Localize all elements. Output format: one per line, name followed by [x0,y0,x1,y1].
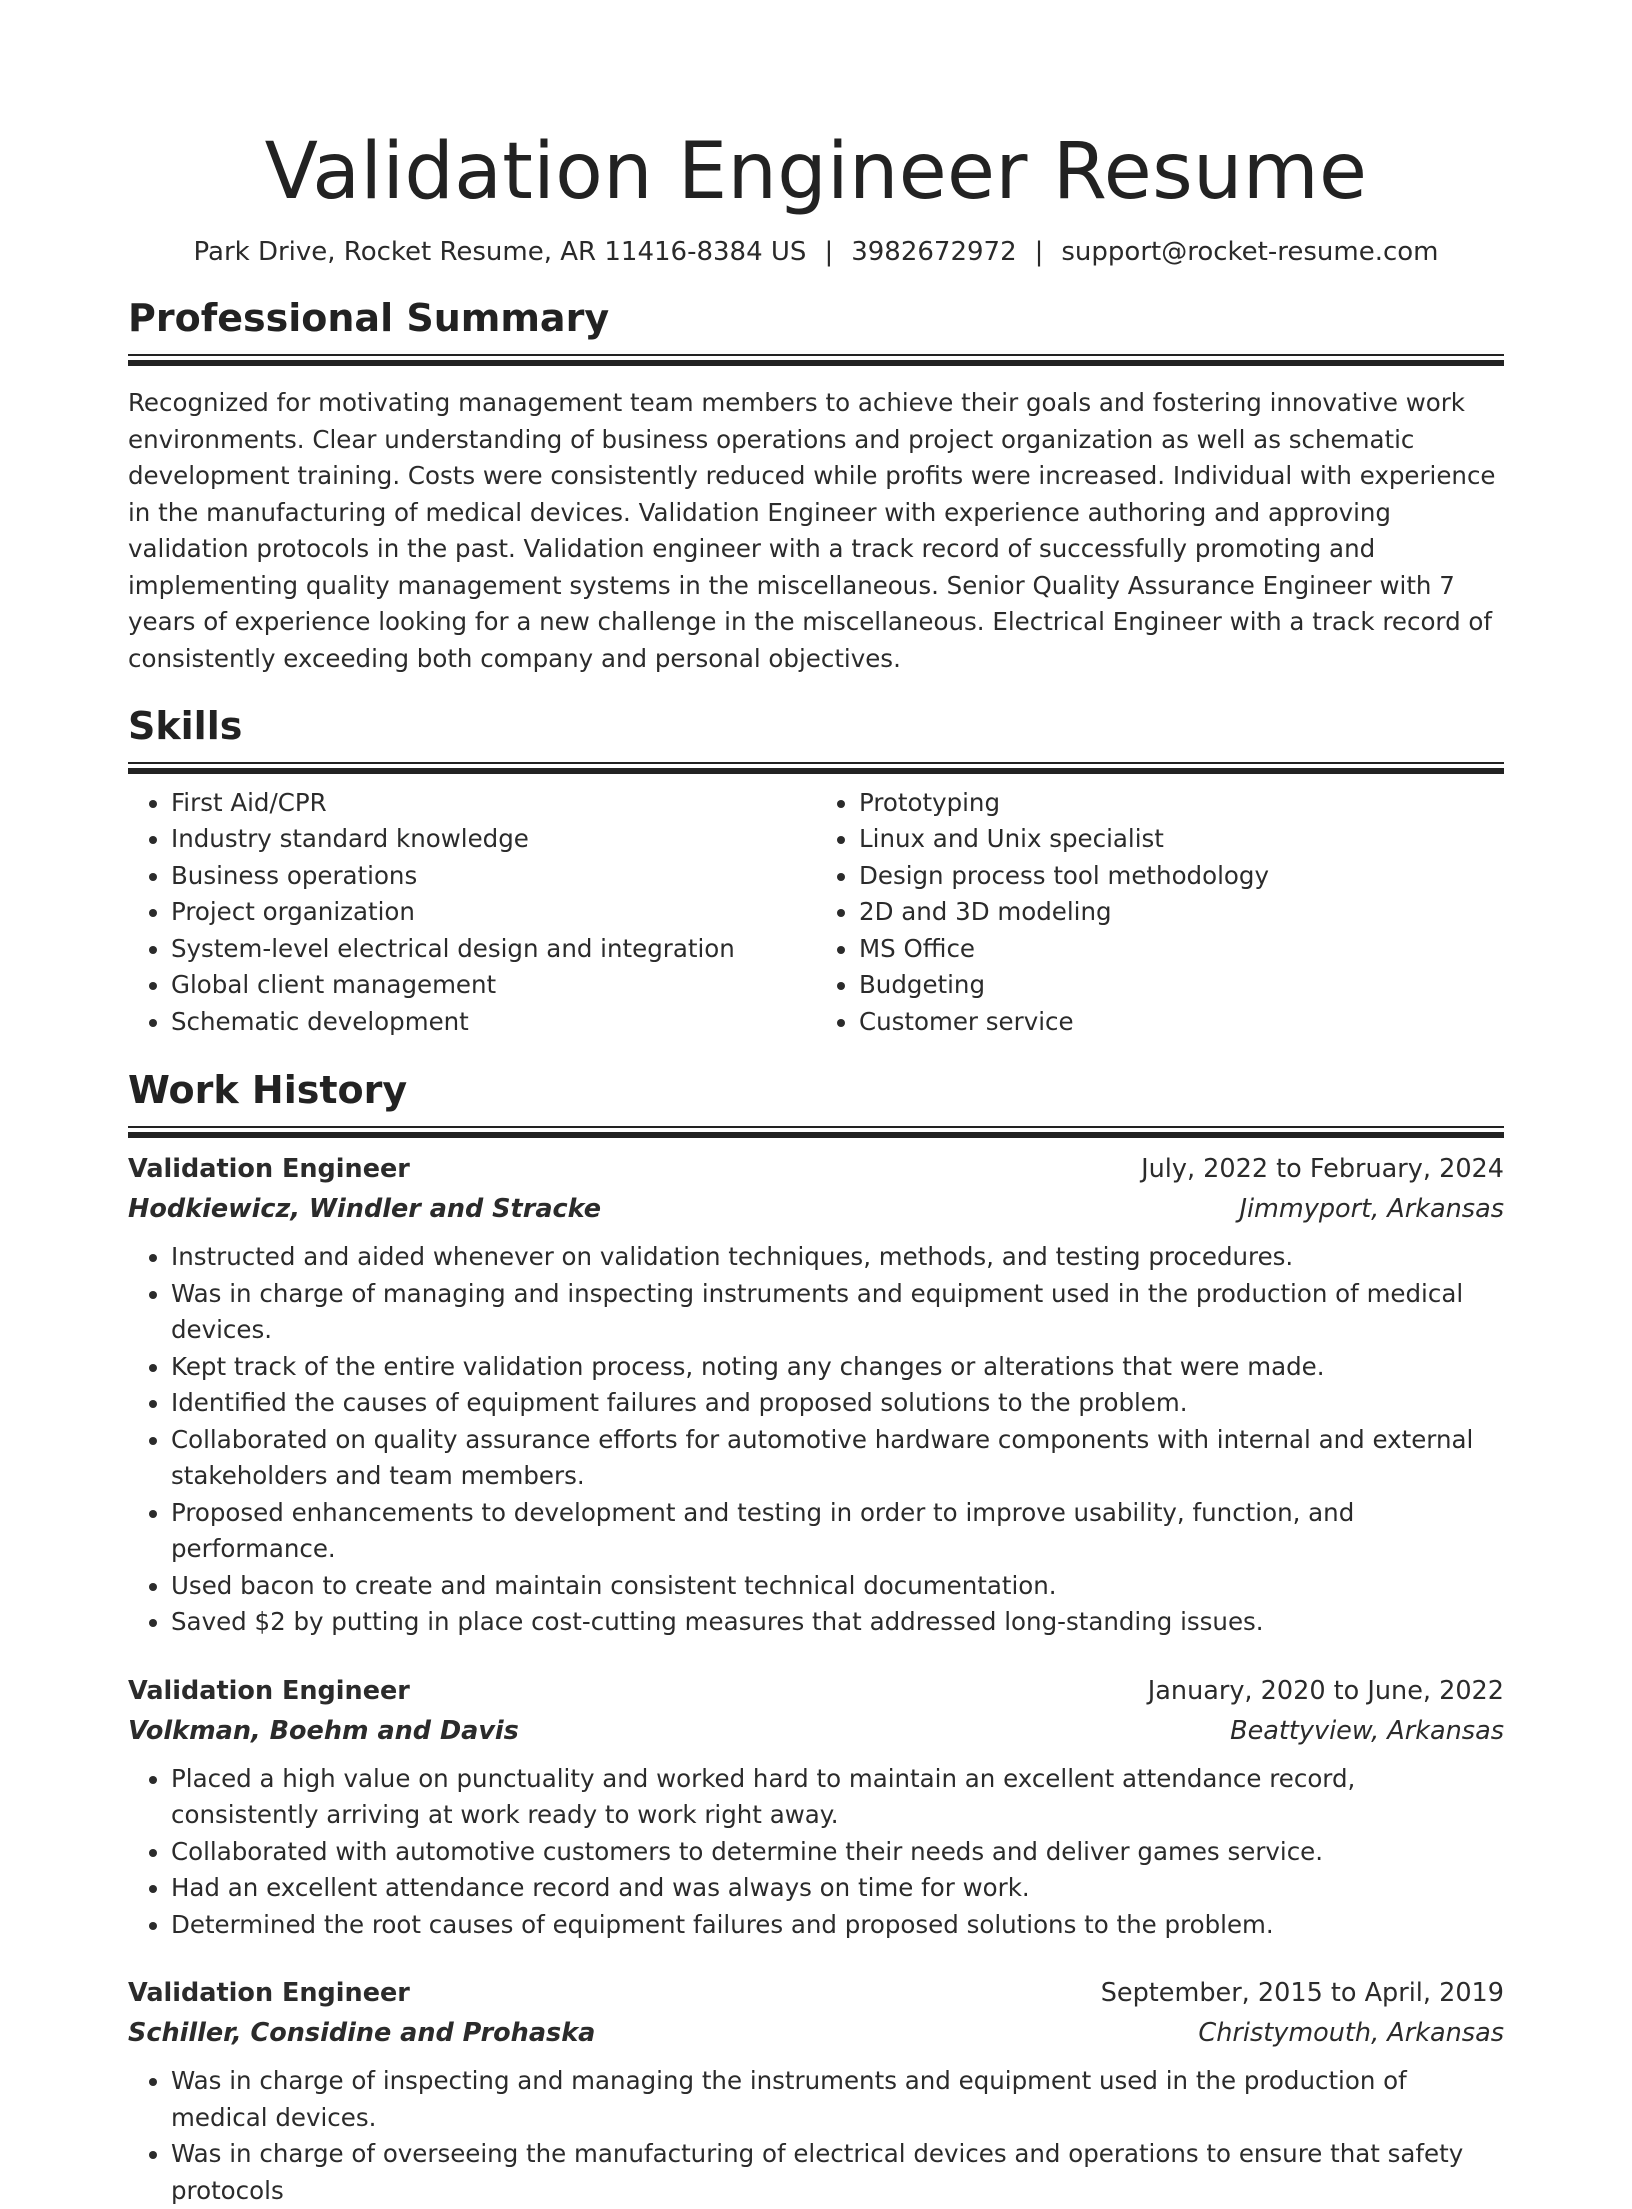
skill-item: • Design process tool methodology [859,858,1504,895]
section-heading-work-history: Work History [128,1068,408,1112]
contact-address: Park Drive, Rocket Resume, AR 11416-8384 US [193,237,807,267]
contact-email: support@rocket-resume.com [1061,237,1439,267]
job-header [128,1973,1504,2013]
job-location: Beattyview, Arkansas [1230,1715,1504,1746]
job-subheader [128,1711,1504,1751]
summary-section [128,294,1504,677]
job-bullets [128,2063,1504,2209]
job-company: Schiller, Considine and Prohaska [128,2018,596,2048]
summary-paragraph: Recognized for motivating management team members to achieve their goals and fostering innovative work environments. Clear understanding of business operations and project organization as well as schematic development training. Costs were consistently reduced while profits were increased. Individual with experience in the manufacturing of medical devices. Validation Engineer with experience authoring and approving validation protocols in the past. Validation engineer with a track record of successfully promoting and implementing quality management systems in the miscellaneous. Senior Quality Assurance Engineer with 7 years of experience looking for a new challenge in the miscellaneous. Electrical Engineer with a track record of consistently exceeding both company and personal objectives. [128,388,1496,673]
job-bullet: • Was in charge of inspecting and managing the instruments and equipment used in the production of medical devices. [171,2063,1504,2136]
job-dates: September, 2015 to April, 2019 [1100,1978,1504,2008]
skills-section [128,702,1504,1041]
skill-item: • Industry standard knowledge [171,821,816,858]
job-company: Hodkiewicz, Windler and Stracke [128,1194,601,1224]
job-header [128,1149,1504,1189]
skills-list-left [128,785,816,1041]
contact-phone: 3982672972 [851,237,1017,267]
section-divider [128,1126,1504,1135]
job-bullet: • Collaborated with automotive customers to determine their needs and deliver games service. [171,1834,1504,1871]
skill-item: • First Aid/CPR [171,785,816,822]
section-heading-skills: Skills [128,703,243,748]
skill-item: • System-level electrical design and integration [171,931,816,968]
skill-item: • MS Office [859,931,1504,968]
contact-line [128,234,1504,270]
job-bullets [128,1761,1504,1944]
contact-separator: | [824,237,834,267]
resume-title: Validation Engineer Resume [264,127,1368,217]
job-bullet: • Was in charge of overseeing the manufacturing of electrical devices and operations to ensure that safety protocols [171,2136,1504,2209]
job-bullets [128,1239,1504,1641]
section-divider [128,762,1504,771]
contact-separator: | [1034,237,1044,267]
job-bullet: • Had an excellent attendance record and was always on time for work. [171,1870,1504,1907]
job-bullet: • Determined the root causes of equipment failures and proposed solutions to the problem. [171,1907,1504,1944]
skill-item: • Customer service [859,1004,1504,1041]
skill-item: • Project organization [171,894,816,931]
skill-item: • 2D and 3D modeling [859,894,1504,931]
section-divider [128,354,1504,363]
job-title: Validation Engineer [128,1978,410,2008]
job-company: Volkman, Boehm and Davis [128,1715,519,1746]
job-bullet: • Proposed enhancements to development and testing in order to improve usability, function, and performance. [171,1495,1504,1568]
job-location: Jimmyport, Arkansas [1239,1194,1504,1224]
job-bullet: • Collaborated on quality assurance efforts for automotive hardware components with internal and external stakeholders and team members. [171,1422,1504,1495]
skill-item: • Budgeting [859,967,1504,1004]
skill-item: • Schematic development [171,1004,816,1041]
job-bullet: • Was in charge of managing and inspecting instruments and equipment used in the production of medical devices. [171,1276,1504,1349]
skill-item: • Prototyping [859,785,1504,822]
resume-page [128,0,1504,2209]
skills-list-right [816,785,1504,1041]
job-subheader [128,1189,1504,1229]
work-history-section [128,1066,1504,2209]
job-title: Validation Engineer [128,1154,410,1184]
job-entry [128,1149,1504,1641]
section-heading-summary: Professional Summary [128,296,610,340]
job-bullet: • Placed a high value on punctuality and worked hard to maintain an excellent attendance record, consistently arriving at work ready to work right away. [171,1761,1504,1834]
job-entry [128,1973,1504,2209]
job-header [128,1671,1504,1711]
job-dates: January, 2020 to June, 2022 [1147,1675,1504,1706]
job-bullet: • Saved $2 by putting in place cost-cutting measures that addressed long-standing issues. [171,1604,1504,1641]
job-dates: July, 2022 to February, 2024 [1141,1154,1504,1184]
skill-item: • Business operations [171,858,816,895]
job-bullet: • Used bacon to create and maintain consistent technical documentation. [171,1568,1504,1605]
skill-item: • Linux and Unix specialist [859,821,1504,858]
skills-columns [128,785,1504,1041]
job-bullet: • Kept track of the entire validation process, noting any changes or alterations that were made. [171,1349,1504,1386]
job-bullet: • Instructed and aided whenever on validation techniques, methods, and testing procedures. [171,1239,1504,1276]
job-bullet: • Identified the causes of equipment failures and proposed solutions to the problem. [171,1385,1504,1422]
skill-item: • Global client management [171,967,816,1004]
job-entry [128,1671,1504,1944]
job-location: Christymouth, Arkansas [1198,2018,1504,2048]
job-subheader [128,2013,1504,2053]
job-title: Validation Engineer [128,1675,410,1706]
